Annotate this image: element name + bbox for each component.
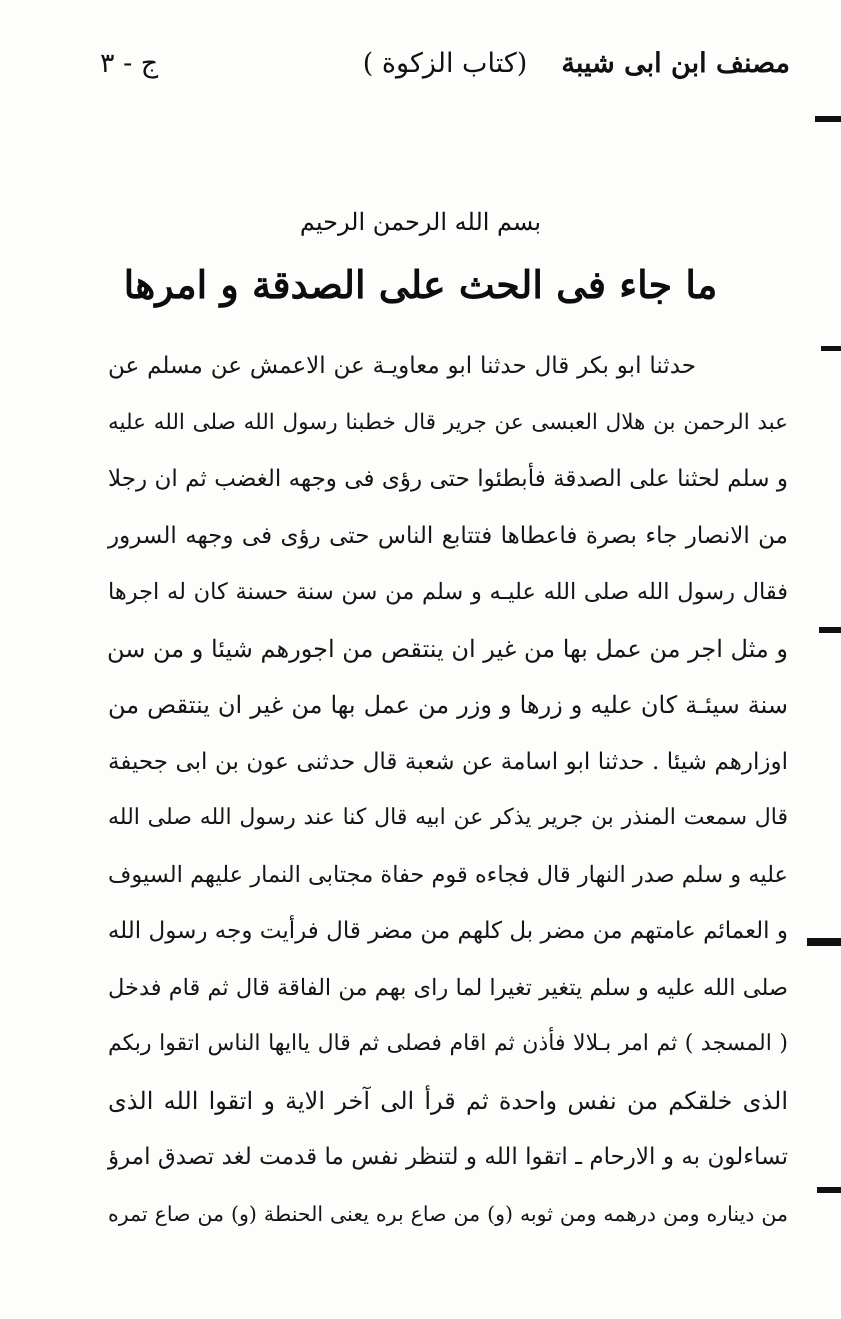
text-line: سنة سیئـة کان علیه و زرها و وزر من عمل بها من غیر ان ینتقص من — [108, 691, 788, 719]
text-line: من دیناره ومن درهمه ومن ثوبه (و) من صاع بره یعنی الحنطة (و) من صاع تمره — [108, 1201, 788, 1226]
text-line: الذی خلقکم من نفس واحدة ثم قرأ الی آخر الایة و اتقوا الله الذی — [108, 1086, 788, 1115]
text-line: قال سمعت المنذر بن جریر یذکر عن ابیه قال کنا عند رسول الله صلی الله — [108, 805, 788, 830]
edge-scan-mark — [807, 938, 841, 946]
edge-scan-mark — [821, 346, 841, 351]
text-line: صلی الله علیه و سلم یتغیر تغیرا لما رای بهم من الفاقة قال ثم قام فدخل — [108, 974, 788, 1001]
book-title: مصنف ابن ابی شیبة — [561, 48, 790, 79]
text-line: و مثل اجر من عمل بها من غیر ان ینتقص من اجورهم شیئا و من سن — [107, 634, 788, 663]
text-line: و العمائم عامتهم من مضر بل کلهم من مضر قال فرأیت وجه رسول الله — [107, 918, 788, 944]
text-line: اوزارهم شیئا . حدثنا ابو اسامة عن شعبة قال حدثنی عون بن ابی جحیفة — [108, 748, 788, 775]
text-line: تساءلون به و الارحام ـ اتقوا الله و لتنظر نفس ما قدمت لغد تصدق امرؤ — [108, 1144, 788, 1170]
edge-scan-mark — [817, 1187, 841, 1193]
edge-scan-mark — [819, 627, 841, 633]
volume-number: ج - ٣ — [100, 48, 159, 79]
text-line: و سلم لحثنا علی الصدقة فأبطئوا حتی رؤی فی وجهه الغضب ثم ان رجلا — [108, 466, 788, 492]
text-line: ( المسجد ) ثم امر بـلالا فأذن ثم اقام فصلی ثم قال یاایها الناس اتقوا ربکم — [108, 1031, 788, 1056]
basmala: بسم الله الرحمن الرحیم — [299, 208, 542, 236]
chapter-title: ما جاء فی الحث علی الصدقة و امرها — [123, 262, 718, 307]
section-title: (کتاب الزکوة ) — [362, 48, 528, 79]
text-line: فقال رسول الله صلی الله علیـه و سلم من سن سنة حسنة کان له اجرها — [108, 579, 788, 605]
edge-scan-mark — [815, 116, 841, 122]
running-header — [100, 48, 790, 98]
body-text — [108, 338, 788, 1242]
text-line: حدثنا ابو بکر قال حدثنا ابو معاویـة عن الاعمش عن مسلم عن — [108, 353, 696, 379]
text-line: عبد الرحمن بن هلال العبسی عن جریر قال خطبنا رسول الله صلی الله علیه — [108, 409, 788, 435]
text-line: من الانصار جاء بصرة فاعطاها فتتابع الناس حتی رؤی فی وجهه السرور — [108, 522, 788, 549]
text-line: علیه و سلم صدر النهار قال فجاءه قوم حفاة مجتابی النمار علیهم السیوف — [108, 861, 788, 888]
